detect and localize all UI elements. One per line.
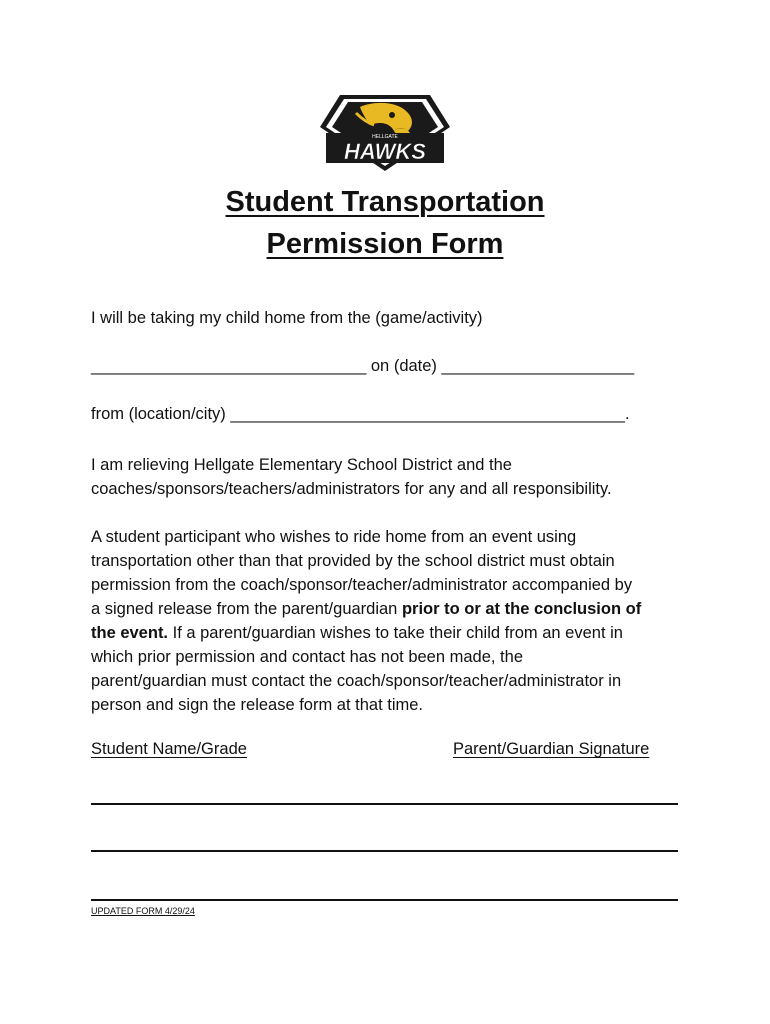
policy-paragraph <box>91 525 691 717</box>
game-activity-field[interactable]: ______________________________ <box>91 357 367 375</box>
policy-emphasis: the event. <box>91 624 169 642</box>
form-title-line2: Permission Form <box>266 228 504 260</box>
policy-line: A student participant who wishes to ride home from an event using <box>91 528 577 546</box>
policy-line: which prior permission and contact has not been made, the <box>91 648 523 666</box>
policy-line: transportation other than that provided by the school district must obtain <box>91 552 615 570</box>
updated-form-note: UPDATED FORM 4/29/24 <box>91 906 195 916</box>
student-name-grade-heading: Student Name/Grade <box>91 740 247 758</box>
policy-line: person and sign the release form at that time. <box>91 696 424 714</box>
policy-line: permission from the coach/sponsor/teacher/administrator accompanied by <box>91 576 633 594</box>
location-line <box>91 405 630 424</box>
relief-line: I am relieving Hellgate Elementary School District and the <box>91 456 512 474</box>
signature-line-1[interactable] <box>91 803 678 805</box>
logo-word: HAWKS <box>344 139 426 164</box>
policy-line <box>91 597 691 621</box>
relief-line: coaches/sponsors/teachers/administrators for any and all responsibility. <box>91 480 612 498</box>
date-field[interactable]: _____________________ <box>441 357 635 375</box>
policy-text: If a parent/guardian wishes to take their child from an event in <box>168 624 623 642</box>
policy-line <box>91 621 691 645</box>
policy-emphasis: prior to or at the conclusion of <box>401 600 642 618</box>
signature-line-3[interactable] <box>91 899 678 901</box>
game-date-line <box>91 357 634 376</box>
form-title-line1: Student Transportation <box>225 186 545 218</box>
signature-line-2[interactable] <box>91 850 678 852</box>
parent-guardian-signature-heading: Parent/Guardian Signature <box>453 740 650 758</box>
policy-text: a signed release from the parent/guardian <box>91 600 402 618</box>
logo-small-word: HELLGATE <box>372 134 398 140</box>
intro-text: I will be taking my child home from the (game/activity) <box>91 309 483 327</box>
location-city-field[interactable]: ___________________________________________. <box>230 405 630 423</box>
on-date-label: on (date) <box>366 357 442 375</box>
policy-line: parent/guardian must contact the coach/sponsor/teacher/administrator in <box>91 672 622 690</box>
from-location-label: from (location/city) <box>91 405 231 423</box>
relief-paragraph <box>91 453 691 501</box>
hawks-logo <box>318 93 452 173</box>
